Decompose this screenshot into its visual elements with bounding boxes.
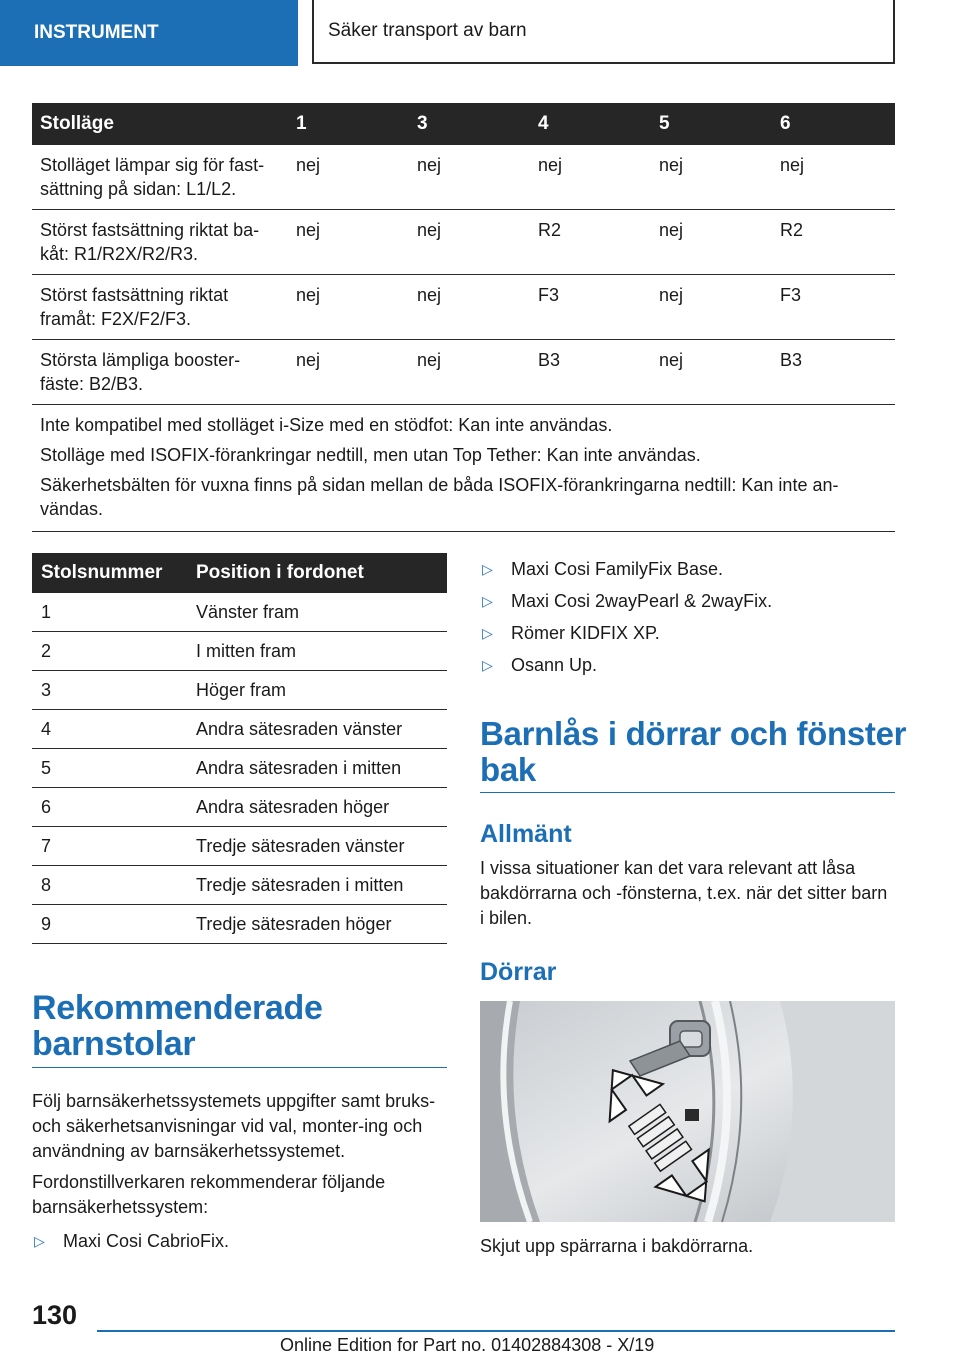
column-header: Stolsnummer (32, 553, 187, 593)
triangle-bullet-icon: ▷ (482, 561, 493, 577)
list-item-text: Maxi Cosi 2wayPearl & 2wayFix. (511, 591, 773, 611)
list-item-text: Römer KIDFIX XP. (511, 623, 660, 643)
table-cell: nej (530, 145, 651, 210)
table-cell: Tredje sätesraden i mitten (187, 866, 447, 905)
heading-rule (480, 792, 895, 793)
heading-line: Barnlås i dörrar och fönster (480, 715, 907, 752)
seat-number-table (32, 553, 447, 944)
table-cell: Tredje sätesraden höger (187, 905, 447, 944)
table-cell: nej (651, 275, 772, 340)
table-row (32, 632, 447, 671)
seat-position-table (32, 103, 895, 532)
table-cell: nej (288, 210, 409, 275)
header-section (0, 0, 298, 66)
page-header-title: Säker transport av barn (328, 20, 527, 41)
table-cell: Störst fastsättning riktat ba-kåt: R1/R2X/R2/R3. (32, 210, 288, 275)
table-header-row (32, 553, 447, 593)
photo-caption: Skjut upp spärrarna i bakdörrarna. (480, 1236, 754, 1256)
list-item (480, 653, 895, 685)
table-row (32, 710, 447, 749)
list-item-text: Osann Up. (511, 655, 598, 675)
table-cell: 1 (32, 593, 187, 632)
table-cell: 8 (32, 866, 187, 905)
table-cell: nej (288, 145, 409, 210)
heading-rule (32, 1067, 447, 1068)
section-heading-rekommenderade (32, 990, 323, 1062)
table-cell: Största lämpliga booster-fäste: B2/B3. (32, 340, 288, 405)
list-item (32, 1229, 447, 1261)
table-row (32, 275, 895, 340)
list-item-text: Maxi Cosi FamilyFix Base. (511, 559, 724, 579)
table-cell: nej (409, 210, 530, 275)
table-cell: 6 (32, 788, 187, 827)
footer-rule (97, 1330, 895, 1332)
bullet-list (480, 557, 895, 685)
table-note: Säkerhetsbälten för vuxna finns på sidan mellan de båda ISOFIX-förankringarna nedtill: Kan inte an-vändas. (40, 475, 839, 519)
table-row (32, 593, 447, 632)
list-item-text: Maxi Cosi CabrioFix. (63, 1231, 230, 1251)
table-row (32, 866, 447, 905)
table-cell: Tredje sätesraden vänster (187, 827, 447, 866)
table-cell: I mitten fram (187, 632, 447, 671)
table-cell: nej (651, 210, 772, 275)
table-cell: nej (651, 145, 772, 210)
list-item (480, 557, 895, 589)
table-cell: Andra sätesraden höger (187, 788, 447, 827)
table-row (32, 671, 447, 710)
table-cell: 4 (32, 710, 187, 749)
table-cell: 7 (32, 827, 187, 866)
body-paragraph: Följ barnsäkerhetssystemets uppgifter samt bruks- och säkerhetsanvisningar vid val, monter-ing och användning av barnsäkerhetssystemet. (32, 1091, 436, 1161)
table-note: Inte kompatibel med stolläget i-Size med en stödfot: Kan inte användas. (40, 415, 613, 435)
triangle-bullet-icon: ▷ (34, 1233, 45, 1249)
table-cell: B3 (530, 340, 651, 405)
heading-line: barnstolar (32, 1025, 196, 1063)
column-header: 3 (409, 103, 530, 145)
subheading-dorrar: Dörrar (480, 958, 557, 986)
table-notes (32, 405, 895, 532)
table-row (32, 145, 895, 210)
table-row (32, 788, 447, 827)
table-cell: 3 (32, 671, 187, 710)
table-cell: nej (288, 340, 409, 405)
table-row (32, 340, 895, 405)
table-row (32, 749, 447, 788)
section-label: INSTRUMENT (34, 22, 159, 43)
table-notes-row (32, 405, 895, 532)
column-header: 6 (772, 103, 895, 145)
table-header-row (32, 103, 895, 145)
column-header: Stolläge (32, 103, 288, 145)
table-note: Stolläge med ISOFIX-förankringar nedtill, men utan Top Tether: Kan inte användas. (40, 445, 701, 465)
heading-line: Rekommenderade (32, 989, 323, 1027)
table-cell: 5 (32, 749, 187, 788)
column-header: 1 (288, 103, 409, 145)
table-cell: F3 (530, 275, 651, 340)
table-row (32, 827, 447, 866)
table-cell: Vänster fram (187, 593, 447, 632)
footer-edition: Online Edition for Part no. 01402884308 - X/19 (280, 1335, 655, 1355)
bullet-list (32, 1229, 447, 1261)
subheading-allmant: Allmänt (480, 820, 572, 848)
table-cell: nej (409, 275, 530, 340)
heading-line: bak (480, 751, 536, 788)
list-item (480, 589, 895, 621)
column-header: Position i fordonet (187, 553, 447, 593)
table-row (32, 905, 447, 944)
body-paragraph: Fordonstillverkaren rekommenderar följande barnsäkerhetssystem: (32, 1172, 386, 1217)
table-cell: B3 (772, 340, 895, 405)
table-cell: nej (772, 145, 895, 210)
table-cell: Störst fastsättning riktat framåt: F2X/F2/F3. (32, 275, 288, 340)
door-child-lock-photo (480, 1001, 895, 1222)
header-title-box (312, 0, 895, 64)
page-number: 130 (32, 1300, 78, 1330)
table-cell: nej (288, 275, 409, 340)
table-cell: R2 (530, 210, 651, 275)
triangle-bullet-icon: ▷ (482, 625, 493, 641)
table-cell: Höger fram (187, 671, 447, 710)
triangle-bullet-icon: ▷ (482, 593, 493, 609)
triangle-bullet-icon: ▷ (482, 657, 493, 673)
table-row (32, 210, 895, 275)
column-header: 5 (651, 103, 772, 145)
table-cell: 2 (32, 632, 187, 671)
table-cell: nej (409, 145, 530, 210)
table-cell: Andra sätesraden i mitten (187, 749, 447, 788)
section-heading-barnlas (480, 716, 906, 788)
table-cell: nej (651, 340, 772, 405)
table-cell: nej (409, 340, 530, 405)
table-cell: R2 (772, 210, 895, 275)
column-header: 4 (530, 103, 651, 145)
table-cell: 9 (32, 905, 187, 944)
table-cell: Stolläget lämpar sig för fast-sättning på sidan: L1/L2. (32, 145, 288, 210)
table-cell: Andra sätesraden vänster (187, 710, 447, 749)
table-cell: F3 (772, 275, 895, 340)
body-paragraph: I vissa situationer kan det vara relevant att låsa bakdörrarna och -fönsterna, t.ex. när det sitter barn i bilen. (480, 858, 888, 928)
list-item (480, 621, 895, 653)
